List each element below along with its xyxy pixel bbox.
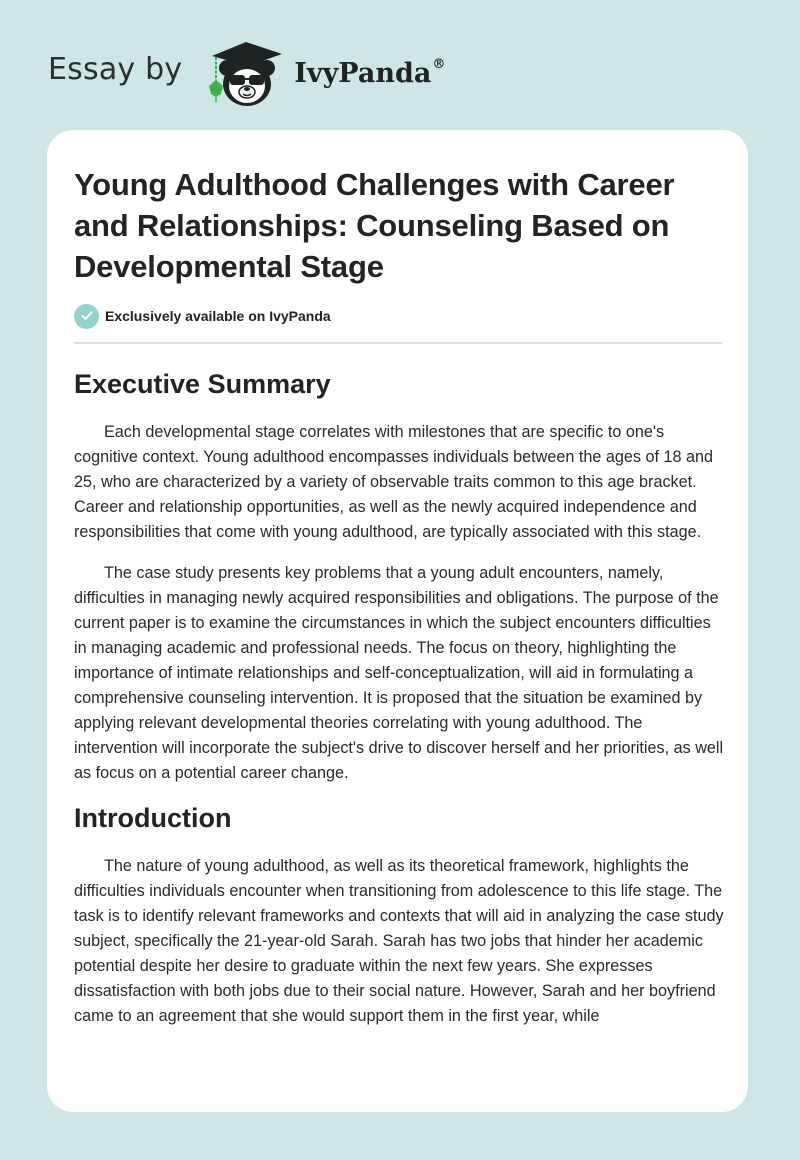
check-circle-icon bbox=[74, 304, 99, 329]
paragraph: The case study presents key problems that a young adult encounters, namely, difficulties in managing newly acquired responsibilities and obligations. The purpose of the current paper is to examine the circumstances in which the subject encounters difficulties in managing academic and professional needs. The focus on theory, highlighting the importance of intimate relationships and self-conceptualization, will aid in formulating a comprehensive counseling intervention. It is proposed that the situation be examined by applying relevant developmental theories correlating with young adulthood. The intervention will incorporate the subject's drive to discover herself and her priorities, as well as focus on a potential career change. bbox=[74, 564, 724, 782]
divider bbox=[74, 342, 722, 344]
section-heading: Introduction bbox=[74, 803, 232, 833]
section-introduction bbox=[74, 800, 722, 1029]
brand-prefix: Essay by bbox=[48, 51, 183, 87]
essay-title: Young Adulthood Challenges with Career and Relationships: Counseling Based on Developmental Stage bbox=[74, 167, 675, 284]
panda-graduate-icon bbox=[200, 34, 288, 110]
brand-name-text: IvyPanda bbox=[294, 57, 432, 89]
section-executive-summary bbox=[74, 366, 722, 786]
exclusive-label: Exclusively available on IvyPanda bbox=[105, 308, 331, 324]
paragraph: The nature of young adulthood, as well as its theoretical framework, highlights the difficulties individuals encounter when transitioning from adolescence to this life stage. The task is to identify relevant frameworks and contexts that will aid in analyzing the case study subject, specifically the 21-year-old Sarah. Sarah has two jobs that hinder her academic potential despite her desire to graduate within the next few years. She expresses dissatisfaction with both jobs due to their social nature. However, Sarah and her boyfriend came to an agreement that she would support them in the first year, while bbox=[74, 857, 724, 1025]
registered-mark: ® bbox=[432, 56, 446, 72]
paragraph: Each developmental stage correlates with milestones that are specific to one's cognitive context. Young adulthood encompasses individuals between the ages of 18 and 25, who are characterized by a variety of observable traits common to this age bracket. Career and relationship opportunities, as well as the newly acquired independence and responsibilities that come with young adulthood, are typically associated with this stage. bbox=[74, 423, 713, 541]
brand-header[interactable] bbox=[48, 34, 445, 110]
brand-name bbox=[294, 58, 445, 89]
exclusive-badge bbox=[74, 302, 722, 330]
section-heading: Executive Summary bbox=[74, 369, 331, 399]
essay-card bbox=[47, 130, 748, 1112]
